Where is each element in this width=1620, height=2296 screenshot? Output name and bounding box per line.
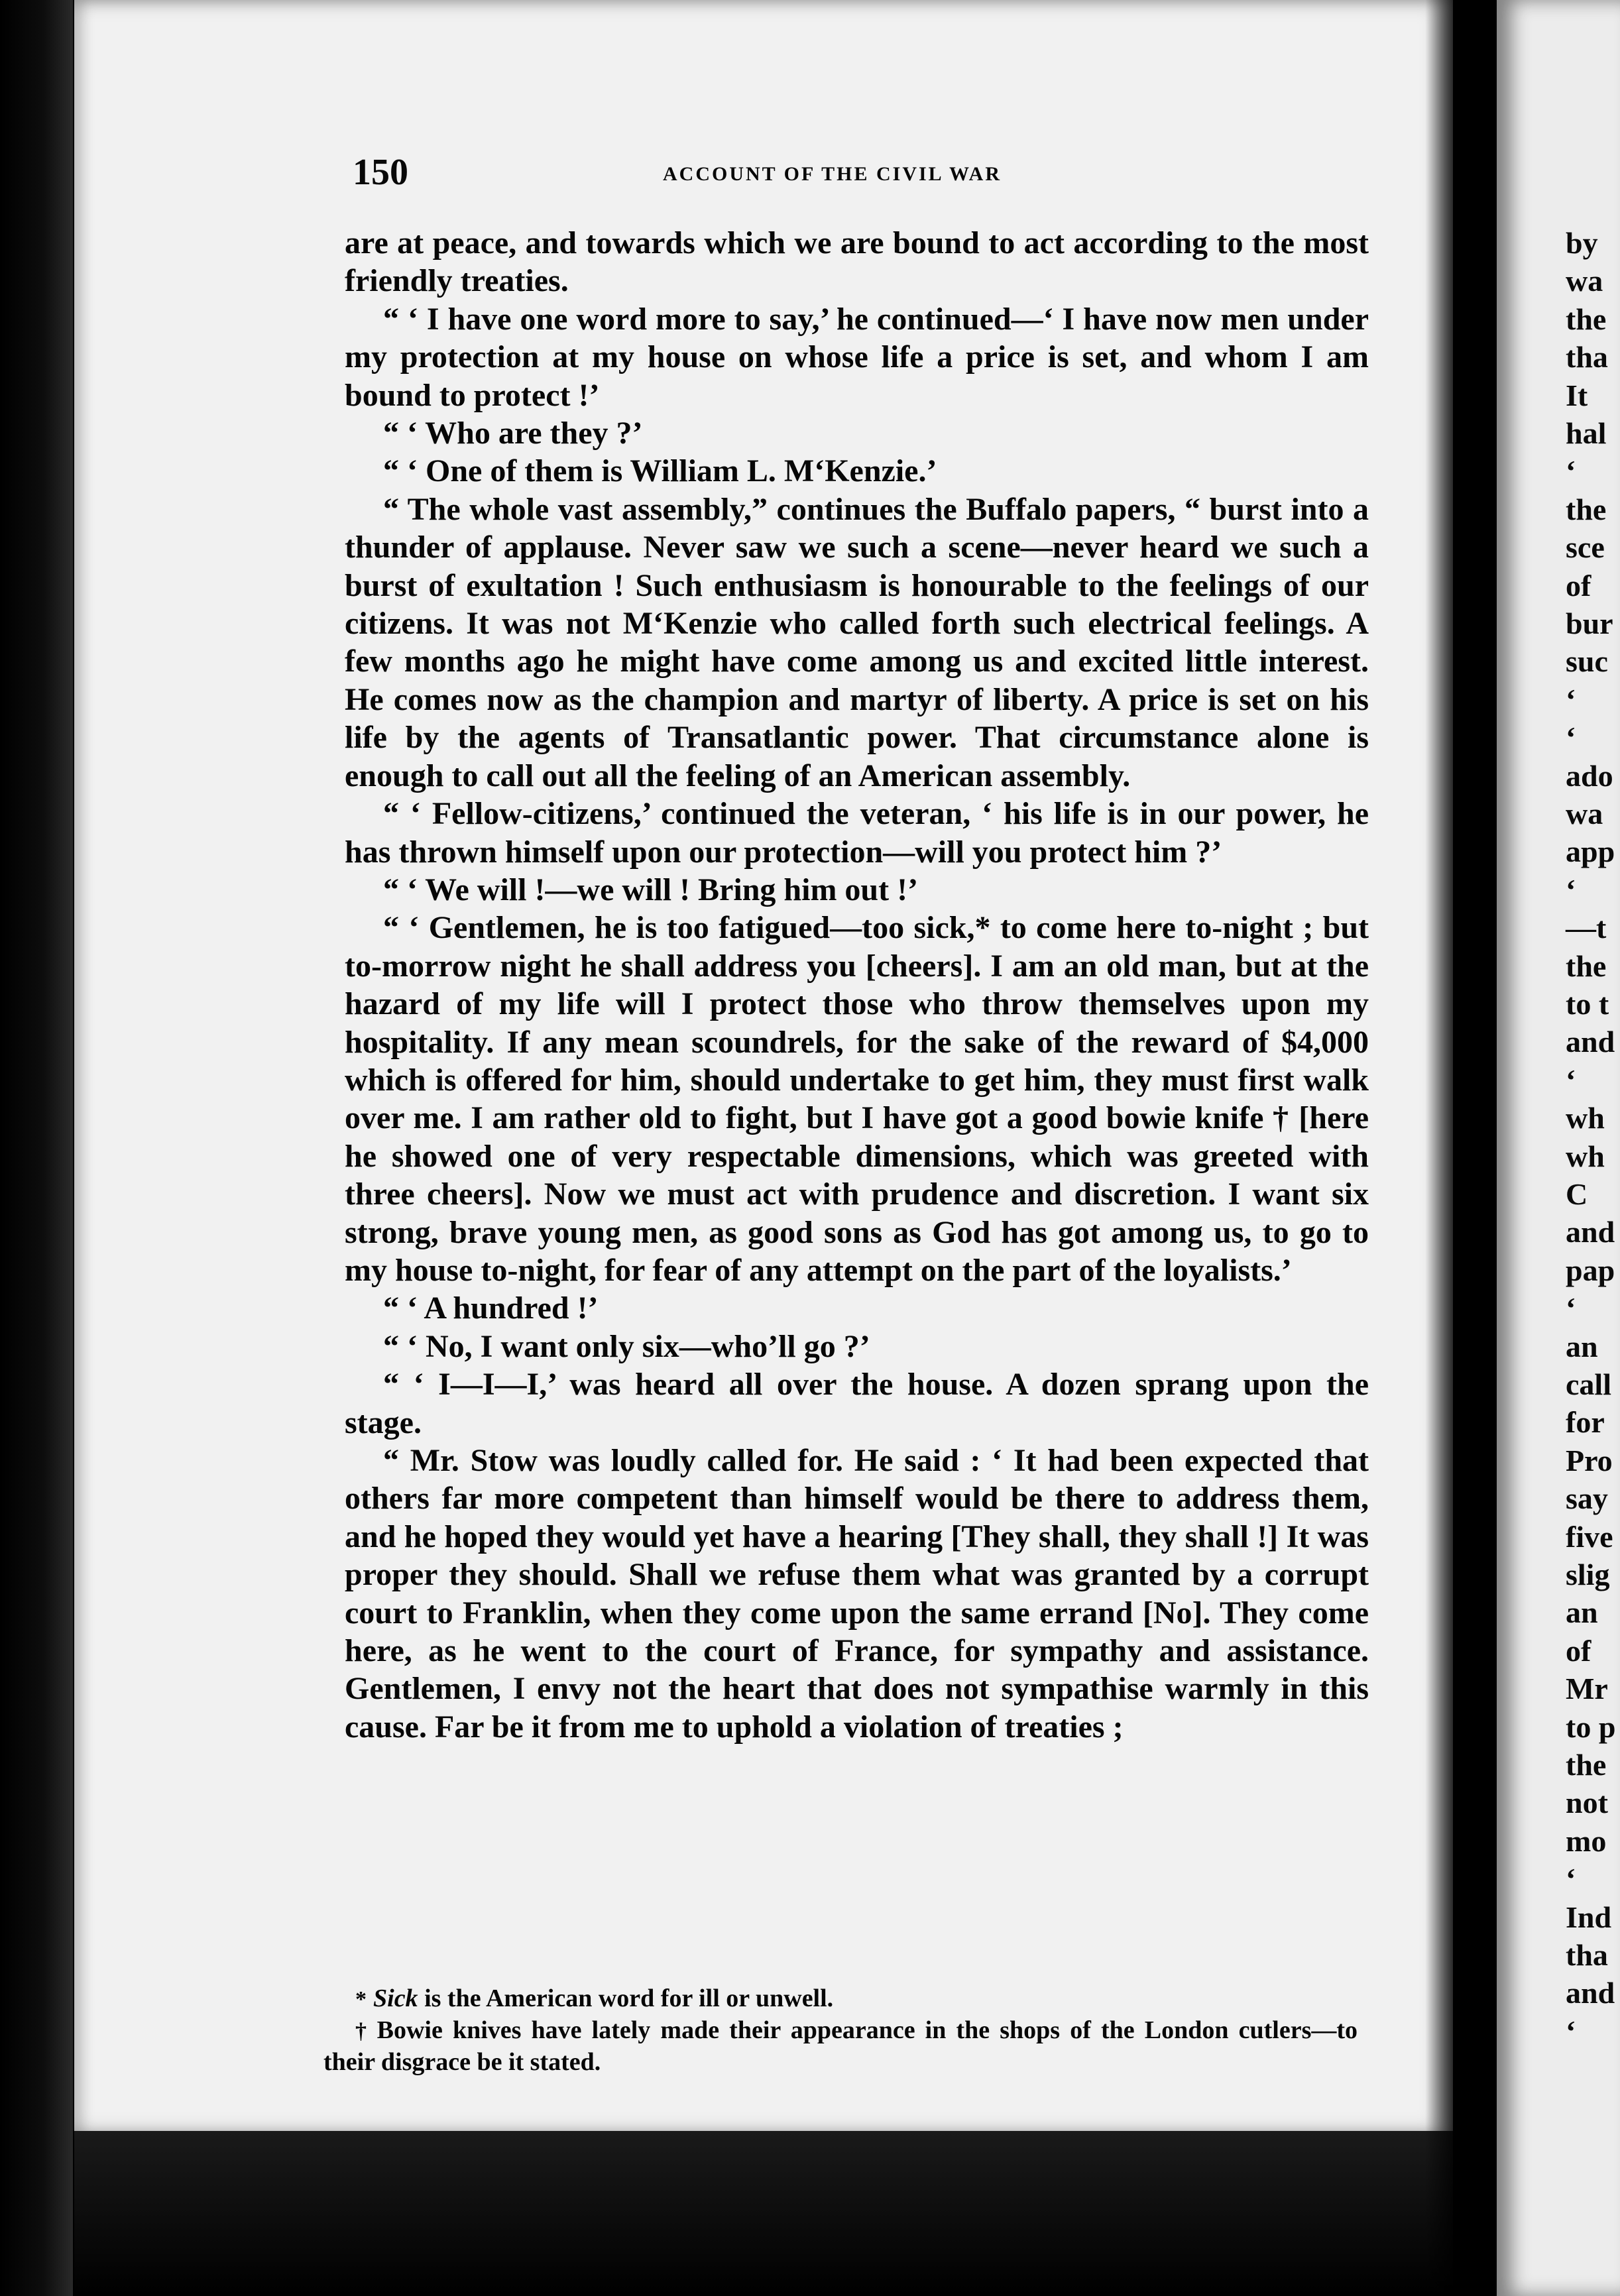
footnote-mark: † [355,2019,371,2043]
footnote [323,1983,1358,2015]
paragraph: “ ‘ I—I—I,’ was heard all over the house. A dozen sprang upon the stage. [345,1367,1369,1440]
footnote-text: is the American word for ill or unwell. [424,1984,834,2012]
facing-page-fragment: wa [1566,264,1603,298]
facing-page-fragment: C [1566,1177,1588,1211]
page-edge-shadow [1425,0,1472,2296]
facing-page-fragment: tha [1566,340,1608,374]
facing-page-fragment: by [1566,226,1598,260]
facing-page-fragment: call [1566,1367,1611,1401]
paragraph: “ ‘ No, I want only six—who’ll go ?’ [383,1328,870,1364]
paragraph: are at peace, and towards which we are bound to act according to the most friendly treaties. [345,225,1369,299]
facing-page-fragment: Mr [1566,1672,1608,1706]
facing-page-fragment: ado [1566,758,1613,793]
facing-page-fragment: It [1566,378,1588,412]
footnote-term: Sick [373,1984,418,2012]
facing-page-fragment: and [1566,1976,1615,2010]
footnote-mark: * [355,1987,367,2012]
facing-page-fragment: the [1566,948,1607,983]
facing-page-fragment: tha [1566,1938,1608,1972]
facing-page-fragment: wh [1566,1139,1605,1173]
facing-page-fragment: app [1566,834,1615,869]
facing-page-fragment: ‘ [1566,872,1576,907]
facing-page-fragment: the [1566,492,1607,526]
body-text [345,224,1369,1746]
footnote-text: Bowie knives have lately made their appearance in the shops of the London cutlers—to their disgrace be it stated. [323,2016,1358,2076]
facing-page-fragment: ‘ [1566,2014,1576,2048]
paragraph: “ ‘ A hundred !’ [383,1291,599,1326]
paragraph: “ ‘ We will !—we will ! Bring him out !’ [383,872,919,907]
facing-page-fragment: —t [1566,911,1607,945]
facing-page-fragment: of [1566,568,1591,603]
paragraph: “ Mr. Stow was loudly called for. He said : ‘ It had been expected that others far more competent than himself would be there to address them, and he hoped they would yet have a hearing [They shall, they shall !] It was proper they should. Shall we refuse them what was granted by a corrupt court to Franklin, when they come upon the same errand [No]. They come here, as he went to the court of France, for sympathy and assistance. Gentlemen, I envy not the heart that does not sympathise warmly in this cause. Far be it from me to uphold a violation of treaties ; [345,1443,1369,1745]
page-bottom-shadow [74,2131,1453,2296]
facing-page-fragment: to p [1566,1709,1616,1744]
facing-page-fragment: ‘ [1566,1062,1576,1097]
facing-page-fragment: not [1566,1786,1608,1820]
facing-page-fragment: ‘ [1566,720,1576,755]
binding-shadow [0,0,73,2296]
facing-page-fragment: ‘ [1566,682,1576,717]
running-head: ACCOUNT OF THE CIVIL WAR [663,163,1002,185]
page-header [278,151,1372,198]
facing-page-fragment: Pro [1566,1443,1613,1477]
footnotes [323,1983,1358,2078]
paragraph: “ The whole vast assembly,” continues the Buffalo papers, “ burst into a thunder of applause. Never saw we such a scene—never heard we such a burst of exultation ! Such enthusiasm is honourable to the feelings of our citizens. It was not M‘Kenzie who called forth such electrical feelings. A few months ago he might have come among us and excited little interest. He comes now as the champion and martyr of liberty. A price is set on his life by the agents of Transatlantic power. That circumstance alone is enough to call out all the feeling of an American assembly. [345,491,1369,793]
facing-page-fragment: to t [1566,987,1609,1021]
facing-page-fragment: an [1566,1329,1598,1363]
page-number: 150 [353,152,408,193]
paragraph: “ ‘ I have one word more to say,’ he continued—‘ I have now men under my protection at my house on whose life a price is set, and whom I am bound to protect !’ [345,301,1369,413]
facing-page-fragment: the [1566,302,1607,336]
facing-page-fragment: slig [1566,1558,1610,1591]
facing-page-fragment: sce [1566,530,1605,565]
facing-page-fragment: wh [1566,1101,1605,1135]
facing-page-fragment: an [1566,1595,1598,1630]
facing-page-fragment: ‘ [1566,1862,1576,1896]
facing-page-fragment: say [1566,1481,1608,1516]
facing-page-fragment: wa [1566,797,1603,831]
facing-page-fragment: and [1566,1215,1615,1249]
facing-page-fragment: bur [1566,606,1613,640]
facing-page-fragment: the [1566,1748,1607,1782]
facing-page-fragment: hal [1566,416,1607,450]
facing-page-fragment: for [1566,1405,1605,1440]
facing-page-fragment: ‘ [1566,454,1576,488]
facing-page-fragment: ‘ [1566,1291,1576,1326]
facing-page-fragment: Ind [1566,1900,1612,1934]
facing-page-fragment: of [1566,1633,1591,1668]
paragraph: “ ‘ Gentlemen, he is too fatigued—too sick,* to come here to-night ; but to-morrow night he shall address you [cheers]. I am an old man, but at the hazard of my life will I protect those who throw themselves upon my hospitality. If any mean scoundrels, for the sake of the reward of $4,000 which is offered for him, should undertake to get him, they must first walk over me. I am rather old to fight, but I have got a good bowie knife † [here he showed one of very respectable dimensions, which was greeted with three cheers]. Now we must act with prudence and discretion. I want six strong, brave young men, as good sons as God has got among us, to go to my house to-night, for fear of any attempt on the part of the loyalists.’ [345,910,1369,1288]
facing-page-fragment: five [1566,1519,1613,1554]
paragraph: “ ‘ One of them is William L. M‘Kenzie.’ [383,453,937,489]
facing-page-fragment: pap [1566,1253,1615,1287]
facing-page [1497,0,1620,2296]
facing-page-fragment: suc [1566,644,1608,679]
facing-page-fragment: mo [1566,1823,1607,1858]
paragraph: “ ‘ Fellow-citizens,’ continued the veteran, ‘ his life is in our power, he has thrown himself upon our protection—will you protect him ?’ [345,796,1369,870]
footnote [323,2015,1358,2078]
facing-page-fragment: and [1566,1025,1615,1059]
paragraph: “ ‘ Who are they ?’ [383,416,643,451]
